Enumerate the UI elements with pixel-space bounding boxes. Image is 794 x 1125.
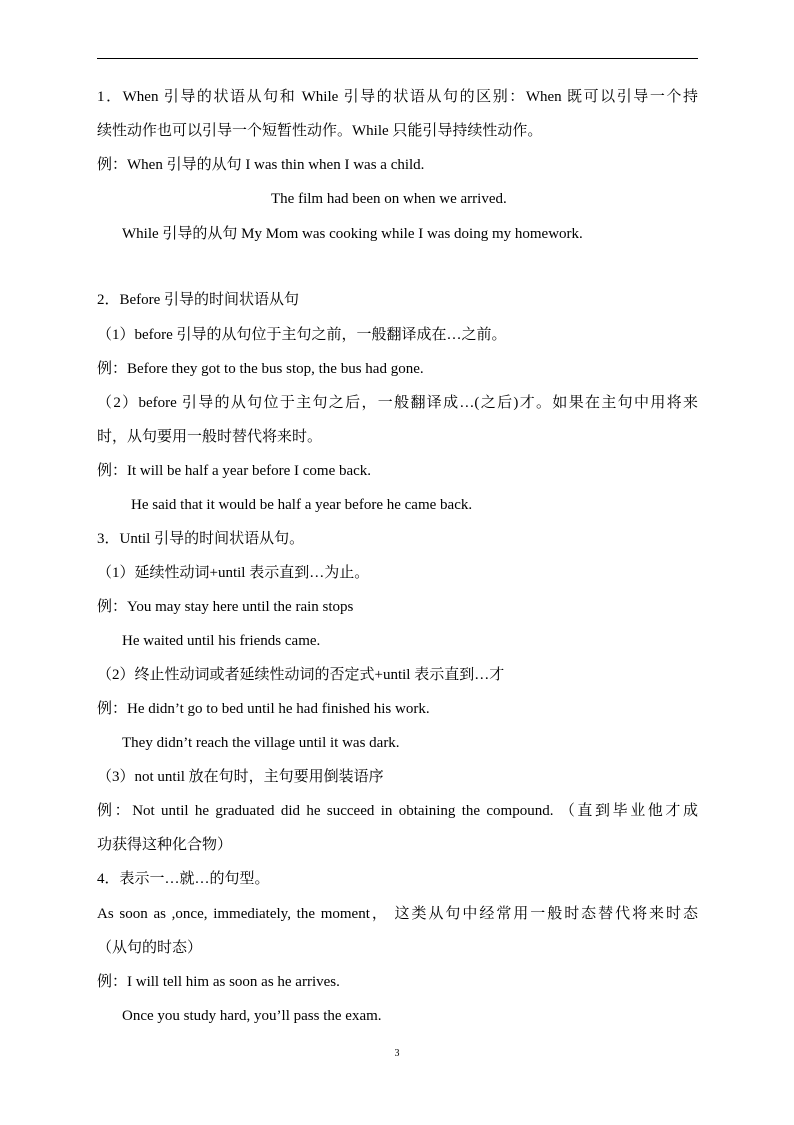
section-2-title: 2．Before 引导的时间状语从句 — [97, 292, 300, 308]
example-line: 例：Not until he graduated did he succeed in obtaining the compound. （直到毕业他才成 — [97, 803, 698, 819]
example-line: Once you study hard, you’ll pass the exam. — [122, 1008, 382, 1024]
rule-point-continued: 时，从句要用一般时替代将来时。 — [97, 429, 323, 445]
rule-point: （2）before 引导的从句位于主句之后，一般翻译成…(之后)才。如果在主句中用将来 — [97, 395, 698, 411]
example-line: The film had been on when we arrived. — [271, 191, 507, 207]
example-line: He waited until his friends came. — [122, 633, 321, 649]
rule-point-continued: （从句的时态） — [97, 940, 203, 956]
example-line: 例：When 引导的从句 I was thin when I was a child. — [97, 157, 425, 173]
header-rule — [97, 58, 698, 59]
rule-point: （1）before 引导的从句位于主句之前，一般翻译成在…之前。 — [97, 327, 507, 343]
example-line: 例：It will be half a year before I come back. — [97, 463, 372, 479]
rule-point: （3）not until 放在句时，主句要用倒装语序 — [97, 769, 384, 785]
example-line: He said that it would be half a year before he came back. — [131, 497, 473, 513]
example-line: 例：You may stay here until the rain stops — [97, 599, 354, 615]
example-line: While 引导的从句 My Mom was cooking while I was doing my homework. — [122, 226, 583, 242]
rule-point: As soon as ,once, immediately, the moment， 这类从句中经常用一般时态替代将来时态 — [97, 906, 698, 922]
section-1-title-continued: 续性动作也可以引导一个短暂性动作。While 只能引导持续性动作。 — [97, 123, 543, 139]
example-line-continued: 功获得这种化合物） — [97, 837, 233, 853]
rule-point: （2）终止性动词或者延续性动词的否定式+until 表示直到…才 — [97, 667, 505, 683]
example-line: 例：I will tell him as soon as he arrives. — [97, 974, 340, 990]
section-3-title: 3．Until 引导的时间状语从句。 — [97, 531, 305, 547]
page-number: 3 — [394, 1048, 400, 1059]
example-line: 例：He didn’t go to bed until he had finished his work. — [97, 701, 430, 717]
example-line: 例：Before they got to the bus stop, the bus had gone. — [97, 361, 424, 377]
example-line: They didn’t reach the village until it was dark. — [122, 735, 400, 751]
rule-point: （1）延续性动词+until 表示直到…为止。 — [97, 565, 370, 581]
section-4-title: 4．表示一…就…的句型。 — [97, 871, 270, 887]
section-1-title: 1．When 引导的状语从句和 While 引导的状语从句的区别：When 既可以引导一个持 — [97, 89, 698, 105]
